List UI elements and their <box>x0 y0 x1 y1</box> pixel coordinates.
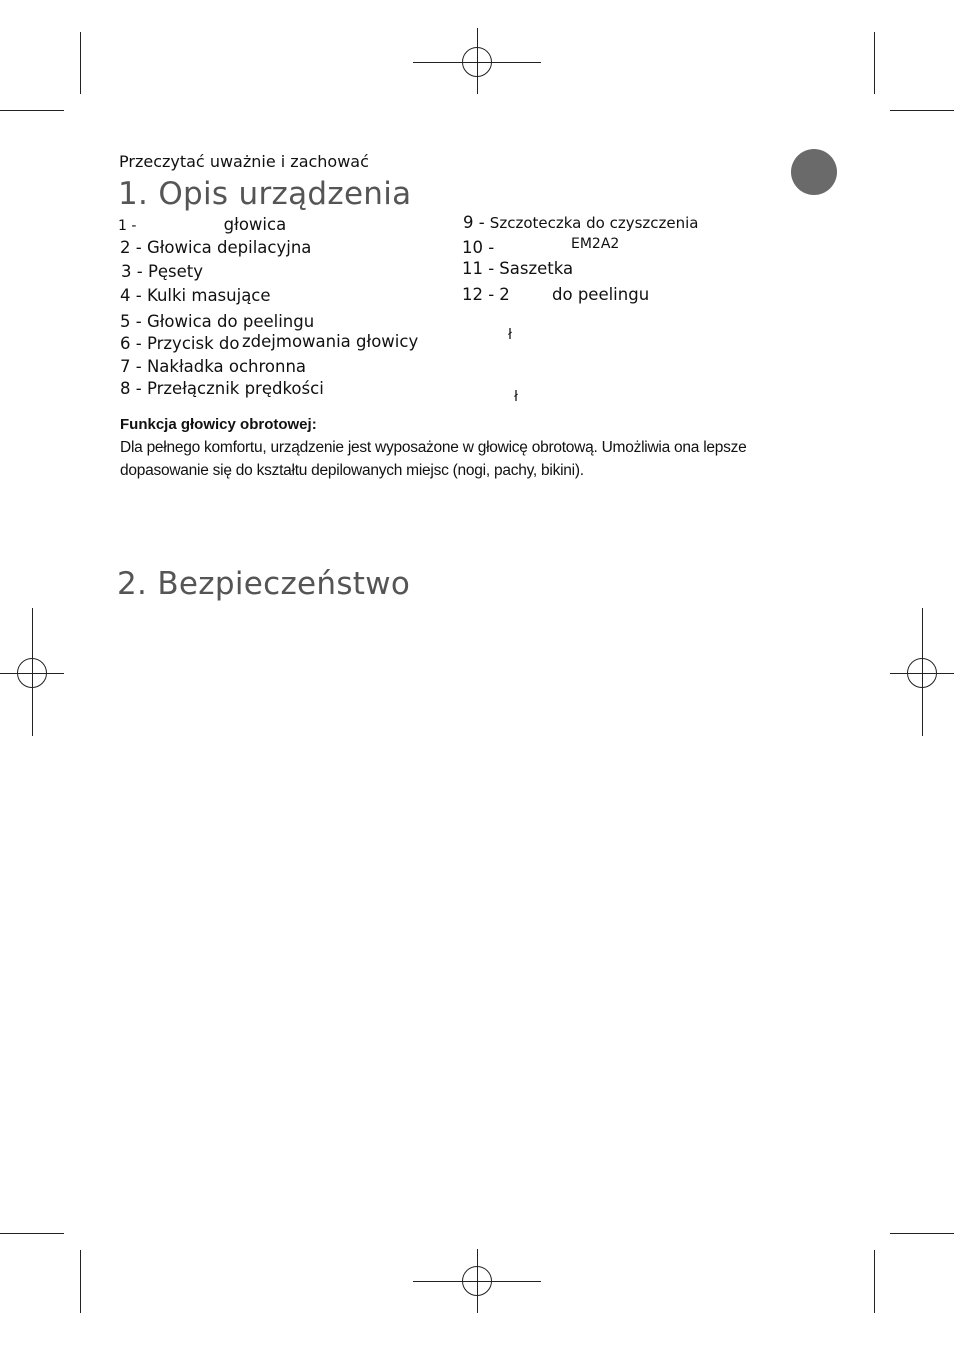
list-item: 9 - Szczoteczka do czyszczenia <box>463 213 699 232</box>
list-item: 11 - Saszetka <box>462 259 574 278</box>
stray-character: ł <box>508 327 512 343</box>
list-item: 8 - Przełącznik prędkości <box>120 379 324 398</box>
list-item: 4 - Kulki masujące <box>120 286 271 305</box>
list-item-continuation: do peelingu <box>552 285 650 304</box>
list-item: 1 - głowica <box>118 215 287 234</box>
model-code: EM2A2 <box>571 236 620 252</box>
rotary-paragraph-line-2: dopasowanie się do kształtu depilowanych miejsc (nogi, pachy, bikini). <box>120 462 584 479</box>
list-item: 12 - 2 <box>462 285 510 304</box>
list-item: 2 - Głowica depilacyjna <box>120 238 312 257</box>
section-2-title: 2. Bezpieczeństwo <box>117 566 411 602</box>
page-marker-dot <box>791 149 837 195</box>
list-item-continuation: zdejmowania głowicy <box>242 332 419 351</box>
list-item: 7 - Nakładka ochronna <box>120 357 307 376</box>
rotary-heading: Funkcja głowicy obrotowej: <box>120 416 317 433</box>
stray-character: ł <box>514 389 518 405</box>
rotary-paragraph-line-1: Dla pełnego komfortu, urządzenie jest wyposażone w głowicę obrotową. Umożliwia ona lepsze <box>120 439 747 456</box>
list-item: 10 - <box>462 238 495 257</box>
section-1-title: 1. Opis urządzenia <box>118 176 412 212</box>
intro-text: Przeczytać uważnie i zachować <box>119 152 369 171</box>
list-item: 6 - Przycisk do <box>120 334 240 353</box>
list-item: 3 - Pęsety <box>121 262 204 281</box>
list-item: 5 - Głowica do peelingu <box>120 312 315 331</box>
